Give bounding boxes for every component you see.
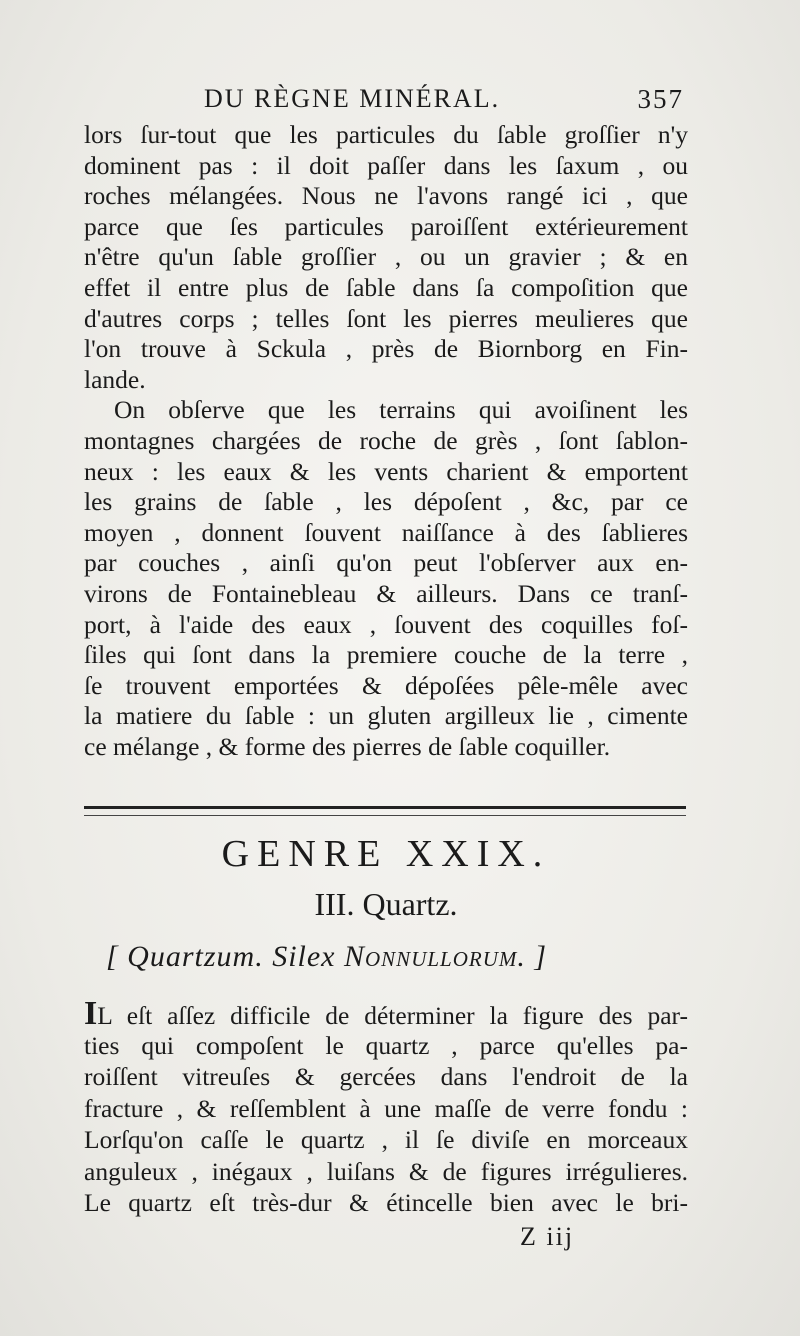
body-text-bottom	[84, 995, 688, 1219]
drop-capital: I	[84, 995, 98, 1032]
text-line: parce que ſes particules paroiſſent extérieurement	[84, 211, 688, 241]
text-line: moyen , donnent ſouvent naiſſance à des ſablieres	[84, 517, 688, 547]
text-line: dominent pas : il doit paſſer dans les ſaxum , ou	[84, 150, 688, 180]
text-line: ſiles qui ſont dans la premiere couche de la terre ,	[84, 640, 688, 670]
text-line: n'être qu'un ſable groſſier , ou un gravier ; & en	[84, 242, 688, 272]
text-line: virons de Fontainebleau & ailleurs. Dans ce tranſ-	[84, 578, 688, 608]
section-divider-rule	[84, 806, 686, 816]
text-line: neux : les eaux & les vents charient & emportent	[84, 456, 688, 486]
genre-heading: GENRE XXIX.	[221, 833, 551, 875]
text-line: ties qui compoſent le quartz , parce qu'elles pa-	[84, 1030, 688, 1060]
text-line: effet il entre plus de ſable dans ſa compoſition que	[84, 272, 688, 302]
latin-bracket-close: ]	[525, 940, 548, 973]
text-line: ce mélange , & forme des pierres de ſable coquiller.	[84, 731, 611, 761]
first-line-text: L eſt aſſez difficile de déterminer la figure des par-	[97, 1001, 688, 1030]
text-line: roches mélangées. Nous ne l'avons rangé ici , que	[84, 181, 688, 211]
text-line: Lorſqu'on caſſe le quartz , il ſe diviſe en morceaux	[84, 1125, 688, 1154]
text-line: On obſerve que les terrains qui avoiſinent les	[114, 395, 688, 425]
text-line: l'on trouve à Sckula , près de Biornborg en Fin-	[84, 334, 688, 364]
text-line: ſe trouvent emportées & dépoſées pêle-mêle avec	[84, 670, 688, 700]
latin-authority: Nonnullorum.	[344, 940, 526, 973]
text-line: lors ſur-tout que les particules du ſable groſſier n'y	[84, 120, 688, 149]
text-line: les grains de ſable , les dépoſent , &c, par ce	[84, 487, 688, 517]
text-line: Le quartz eſt très-dur & étincelle bien avec le bri-	[84, 1188, 688, 1217]
text-line: fracture , & reſſemblent à une maſſe de verre fondu :	[84, 1093, 688, 1123]
text-line: roiſſent vitreuſes & gercées dans l'endroit de la	[84, 1062, 688, 1091]
text-line: par couches , ainſi qu'on peut l'obſerver aux en-	[84, 548, 688, 578]
text-line-first	[84, 995, 688, 1032]
text-line: lande.	[84, 364, 146, 394]
text-line: d'autres corps ; telles ſont les pierres meulieres que	[84, 303, 688, 333]
text-line: anguleux , inégaux , luiſans & de figures irrégulieres.	[84, 1156, 688, 1186]
subgenre-heading: III. Quartz.	[314, 886, 458, 922]
text-line: port, à l'aide des eaux , ſouvent des coquilles foſ-	[84, 609, 688, 639]
latin-synonym	[106, 940, 686, 974]
text-line: montagnes chargées de roche de grès , ſont ſablon-	[84, 425, 688, 455]
page-header	[84, 84, 684, 120]
latin-name: [ Quartzum. Silex	[106, 940, 344, 973]
signature-mark: Z iij	[520, 1222, 575, 1251]
page-number: 357	[637, 84, 684, 114]
text-line: la matiere du ſable : un gluten argilleux lie , cimente	[84, 701, 688, 731]
running-head: DU RÈGNE MINÉRAL.	[204, 84, 501, 113]
body-text-top	[84, 120, 688, 762]
